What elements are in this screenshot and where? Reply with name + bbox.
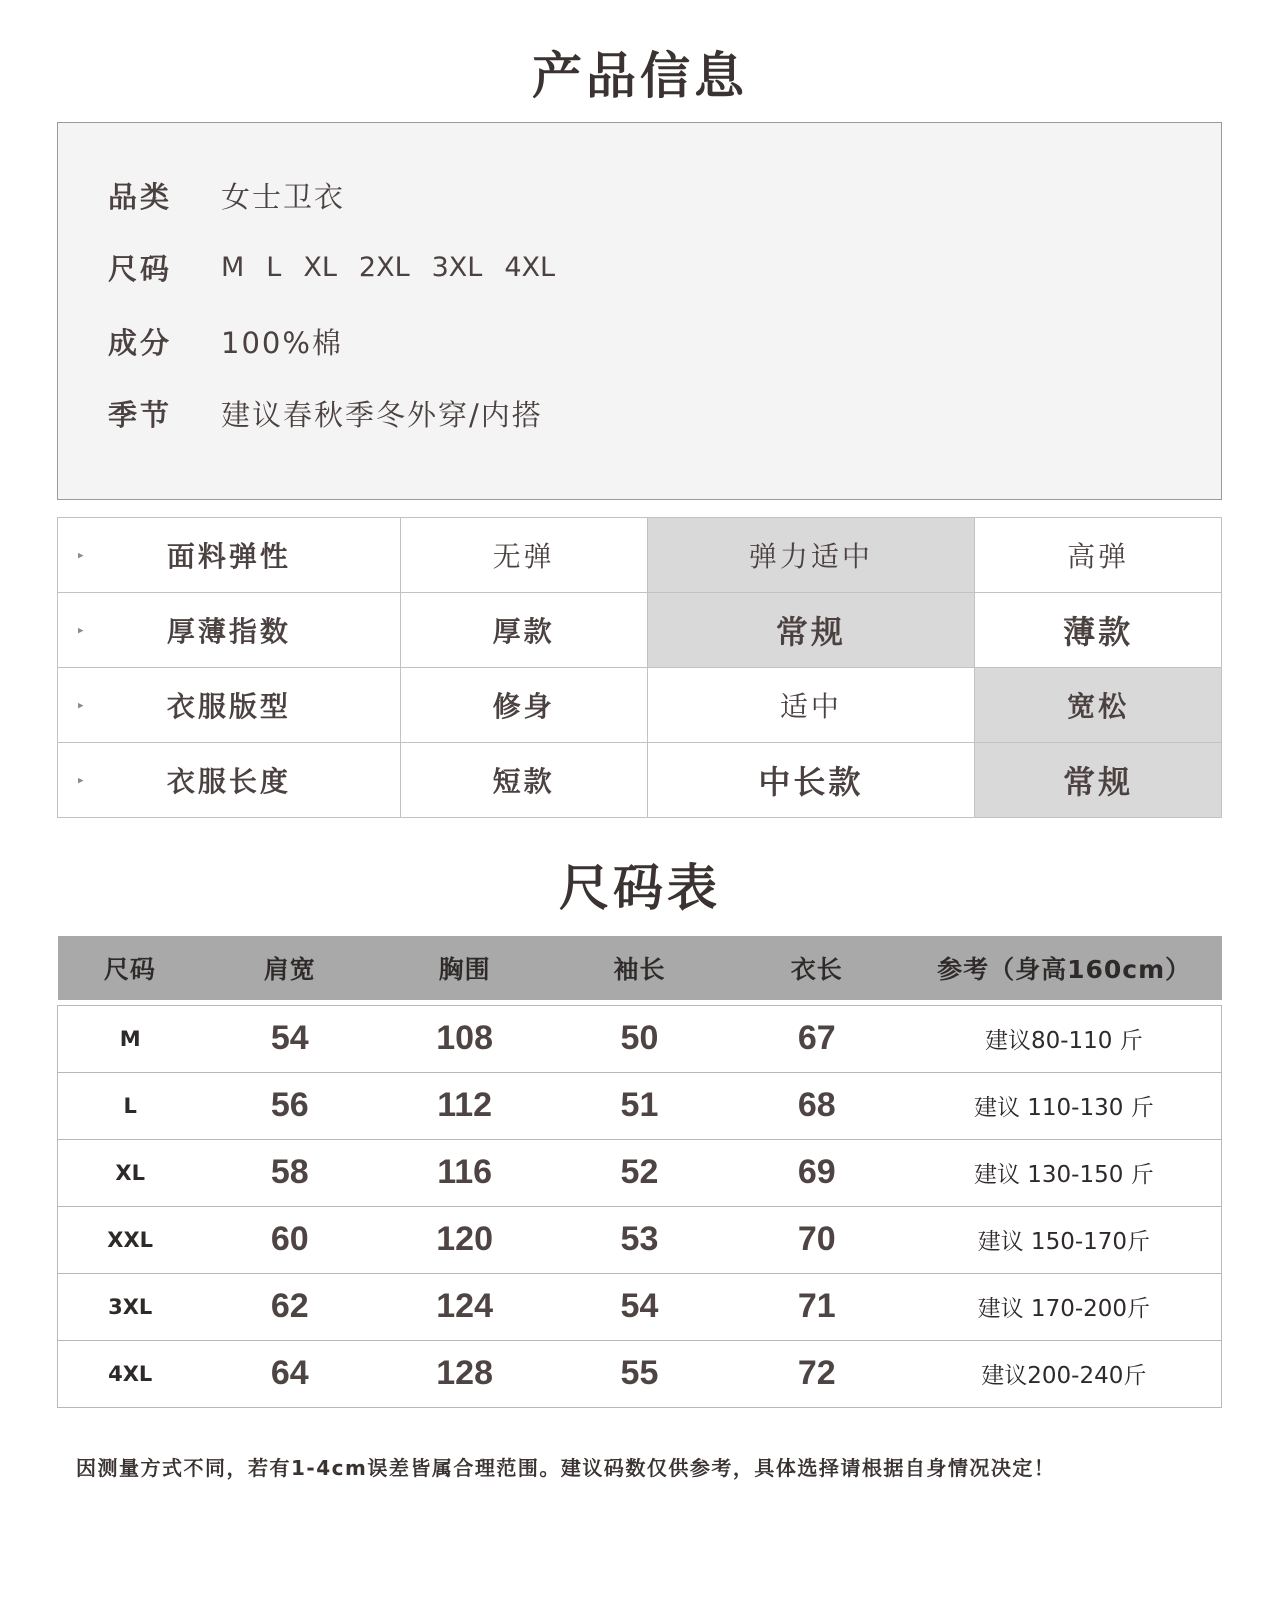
table-row xyxy=(58,1340,1222,1407)
product-info-box xyxy=(57,122,1222,500)
shoulder-cell: 56 xyxy=(202,1072,377,1139)
info-label: 尺码 xyxy=(108,252,173,286)
size-cell: 3XL xyxy=(58,1273,203,1340)
column-header: 参考（身高160cm） xyxy=(907,936,1222,1000)
chest-cell: 116 xyxy=(377,1139,552,1206)
size-item: 3XL xyxy=(431,252,483,283)
size-cell: L xyxy=(58,1072,203,1139)
size-item: XL xyxy=(303,252,337,283)
shoulder-cell: 64 xyxy=(202,1340,377,1407)
attribute-option: 中长款 xyxy=(647,743,975,818)
attribute-label-cell xyxy=(58,593,401,668)
size-cell: 4XL xyxy=(58,1340,203,1407)
attribute-row-elasticity xyxy=(58,518,1222,593)
attribute-option-selected: 常规 xyxy=(975,743,1222,818)
chest-cell: 124 xyxy=(377,1273,552,1340)
table-row xyxy=(58,1273,1222,1340)
attribute-label: 面料弹性 xyxy=(166,540,291,573)
attribute-row-thickness xyxy=(58,593,1222,668)
reference-cell: 建议 170-200斤 xyxy=(907,1273,1222,1340)
length-cell: 71 xyxy=(727,1273,907,1340)
attribute-label: 厚薄指数 xyxy=(166,615,291,648)
attribute-row-fit xyxy=(58,668,1222,743)
attribute-label-cell xyxy=(58,743,401,818)
measurement-note: 因测量方式不同，若有1-4cm误差皆属合理范围。建议码数仅供参考，具体选择请根据自身情况决定！ xyxy=(76,1456,1056,1480)
attribute-option: 适中 xyxy=(647,668,975,743)
reference-cell: 建议 130-150 斤 xyxy=(907,1139,1222,1206)
size-chart-table xyxy=(57,936,1222,1408)
shoulder-cell: 62 xyxy=(202,1273,377,1340)
triangle-right-icon: ▸ xyxy=(78,698,84,712)
sleeve-cell: 51 xyxy=(552,1072,727,1139)
column-header: 肩宽 xyxy=(202,936,377,1000)
chest-cell: 108 xyxy=(377,1005,552,1072)
triangle-right-icon: ▸ xyxy=(78,773,84,787)
attribute-row-length xyxy=(58,743,1222,818)
attribute-option-selected: 弹力适中 xyxy=(647,518,975,593)
length-cell: 67 xyxy=(727,1005,907,1072)
size-cell: XXL xyxy=(58,1206,203,1273)
size-chart-header-row xyxy=(58,936,1222,1000)
shoulder-cell: 54 xyxy=(202,1005,377,1072)
column-header: 袖长 xyxy=(552,936,727,1000)
size-item: M xyxy=(221,252,245,283)
table-row xyxy=(58,1005,1222,1072)
size-item: 4XL xyxy=(504,252,556,283)
shoulder-cell: 58 xyxy=(202,1139,377,1206)
attribute-label-cell xyxy=(58,518,401,593)
chest-cell: 112 xyxy=(377,1072,552,1139)
attribute-option: 修身 xyxy=(400,668,647,743)
table-row xyxy=(58,1139,1222,1206)
reference-cell: 建议 110-130 斤 xyxy=(907,1072,1222,1139)
attribute-option-selected: 常规 xyxy=(647,593,975,668)
size-item: 2XL xyxy=(358,252,410,283)
attribute-label-cell xyxy=(58,668,401,743)
attribute-option: 高弹 xyxy=(975,518,1222,593)
info-row-material xyxy=(108,321,343,362)
attribute-option: 厚款 xyxy=(400,593,647,668)
size-cell: XL xyxy=(58,1139,203,1206)
table-row xyxy=(58,1206,1222,1273)
attribute-option: 薄款 xyxy=(975,593,1222,668)
attribute-label: 衣服版型 xyxy=(166,690,291,723)
product-info-title: 产品信息 xyxy=(532,47,748,105)
column-header: 尺码 xyxy=(58,936,203,1000)
column-header: 胸围 xyxy=(377,936,552,1000)
length-cell: 70 xyxy=(727,1206,907,1273)
column-header: 衣长 xyxy=(727,936,907,1000)
shoulder-cell: 60 xyxy=(202,1206,377,1273)
info-row-season xyxy=(108,393,543,434)
attribute-table xyxy=(57,517,1222,818)
chest-cell: 120 xyxy=(377,1206,552,1273)
size-cell: M xyxy=(58,1005,203,1072)
info-value: 建议春秋季冬外穿/内搭 xyxy=(221,398,543,432)
info-row-category xyxy=(108,175,345,216)
attribute-option: 无弹 xyxy=(400,518,647,593)
sleeve-cell: 54 xyxy=(552,1273,727,1340)
info-label: 季节 xyxy=(108,398,173,432)
sleeve-cell: 55 xyxy=(552,1340,727,1407)
info-row-sizes xyxy=(108,247,555,288)
reference-cell: 建议200-240斤 xyxy=(907,1340,1222,1407)
table-row xyxy=(58,1072,1222,1139)
size-chart-title: 尺码表 xyxy=(559,859,721,917)
sleeve-cell: 50 xyxy=(552,1005,727,1072)
attribute-option: 短款 xyxy=(400,743,647,818)
info-value: 100%棉 xyxy=(221,326,343,360)
length-cell: 69 xyxy=(727,1139,907,1206)
info-label: 品类 xyxy=(108,180,173,214)
triangle-right-icon: ▸ xyxy=(78,623,84,637)
sleeve-cell: 53 xyxy=(552,1206,727,1273)
info-value: 女士卫衣 xyxy=(221,180,346,214)
length-cell: 72 xyxy=(727,1340,907,1407)
triangle-right-icon: ▸ xyxy=(78,548,84,562)
length-cell: 68 xyxy=(727,1072,907,1139)
size-list xyxy=(221,252,555,283)
reference-cell: 建议 150-170斤 xyxy=(907,1206,1222,1273)
info-label: 成分 xyxy=(108,326,173,360)
chest-cell: 128 xyxy=(377,1340,552,1407)
attribute-label: 衣服长度 xyxy=(166,765,291,798)
attribute-option-selected: 宽松 xyxy=(975,668,1222,743)
reference-cell: 建议80-110 斤 xyxy=(907,1005,1222,1072)
size-item: L xyxy=(266,252,282,283)
sleeve-cell: 52 xyxy=(552,1139,727,1206)
